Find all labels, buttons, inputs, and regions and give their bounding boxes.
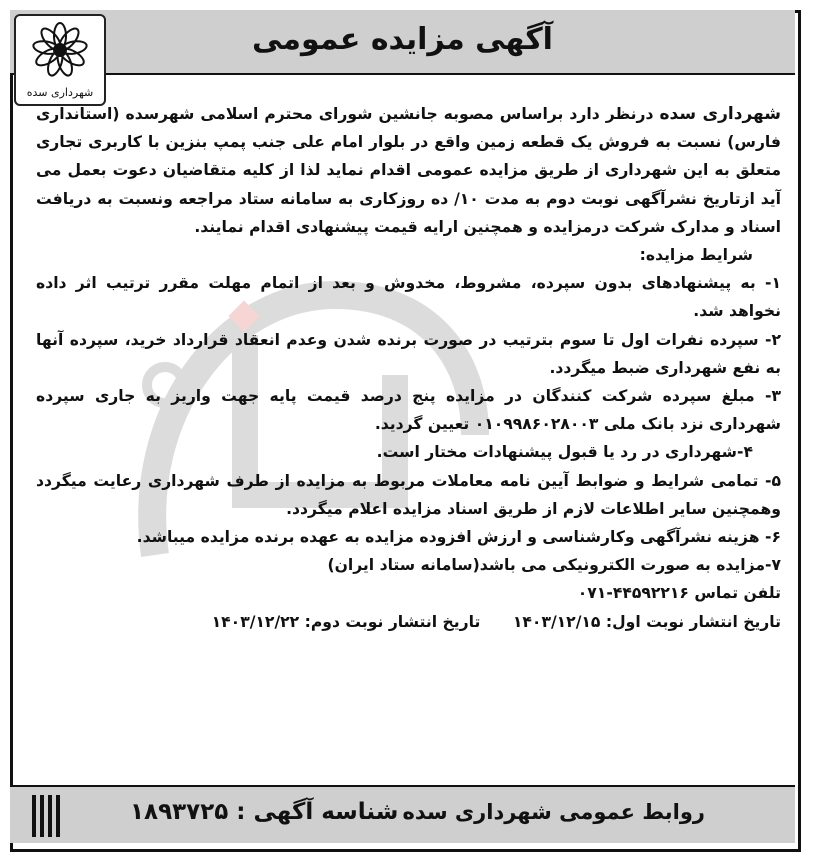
condition-item: ۲- سپرده نفرات اول تا سوم بترتیب در صورت برنده شدن وعدم انعقاد قرارداد خرید، سپرده آنها به نفع شهرداری ضبط میگردد.: [36, 330, 781, 377]
title-bar: [10, 10, 795, 75]
publication-dates: [36, 608, 781, 636]
ad-id: [130, 799, 398, 825]
notice-body: [36, 100, 781, 636]
page-title: آگهی مزایده عمومی: [252, 22, 553, 57]
public-relations-label: روابط عمومی شهرداری سده: [402, 800, 705, 824]
flower-emblem-icon: [16, 16, 104, 104]
ad-id-number: ۱۸۹۳۷۲۵: [130, 799, 229, 825]
first-publication-date: تاریخ انتشار نوبت اول: ۱۴۰۳/۱۲/۱۵: [512, 612, 781, 631]
condition-item: ۳- مبلغ سپرده شرکت کنندگان در مزایده پنج درصد قیمت پایه جهت واریز به جاری سپرده شهرداری نزد بانک ملی ۰۱۰۹۹۸۶۰۲۸۰۰۳ تعیین گردید.: [36, 387, 781, 434]
logo-caption: شهرداری سده: [26, 86, 94, 99]
condition-item: ۴-شهرداری در رد یا قبول پیشنهادات مختار است.: [376, 443, 753, 462]
condition-item: ۱- به پیشنهادهای بدون سپرده، مشروط، مخدوش و بعد از اتمام مهلت مقرر ترتیب اثر داده نخواهد شد.: [36, 274, 781, 321]
issuer-name: شهرداری سده: [659, 104, 781, 124]
intro-text: درنظر دارد براساس مصوبه جانشین شورای محترم اسلامی شهرسده (استانداری فارس) نسبت به فروش یک قطعه زمین واقع در بلوار امام علی جنب پمپ بنزین با کاربری تجاری متعلق به این شهرداری از طریق مزایده عمومی اقدام نماید لذا از کلیه متقاضیان دعوت بعمل می آید ازتاریخ نشرآگهی نوبت دوم به مدت ۱۰/ ده روزکاری به سامانه ستاد مراجعه ونسبت به دریافت اسناد و مدارک شرکت درمزایده و همچنین ارایه قیمت پیشنهادی اقدام نمایند.: [36, 105, 781, 236]
conditions-heading: شرایط مزایده:: [639, 246, 753, 265]
contact-phone: تلفن تماس ۴۴۵۹۲۲۱۶-۰۷۱: [577, 584, 781, 603]
footer-bar: [10, 785, 795, 843]
condition-item: ۷-مزایده به صورت الکترونیکی می باشد(سامانه ستاد ایران): [327, 556, 781, 575]
condition-item: ۶- هزینه نشرآگهی وکارشناسی و ارزش افزوده مزایده به عهده برنده مزایده میباشد.: [136, 528, 781, 547]
intro-paragraph: [36, 100, 781, 241]
barcode-stripes: [32, 795, 68, 837]
ad-id-label: شناسه آگهی :: [236, 799, 399, 825]
second-publication-date: تاریخ انتشار نوبت دوم: ۱۴۰۳/۱۲/۲۲: [211, 612, 481, 631]
condition-item: ۵- تمامی شرایط و ضوابط آیین نامه معاملات مربوط به مزایده از طرف شهرداری رعایت میگردد وهمچنین سایر اطلاعات لازم از طریق اسناد مزایده اعلام میگردد.: [36, 471, 781, 518]
municipality-logo: [14, 14, 106, 106]
